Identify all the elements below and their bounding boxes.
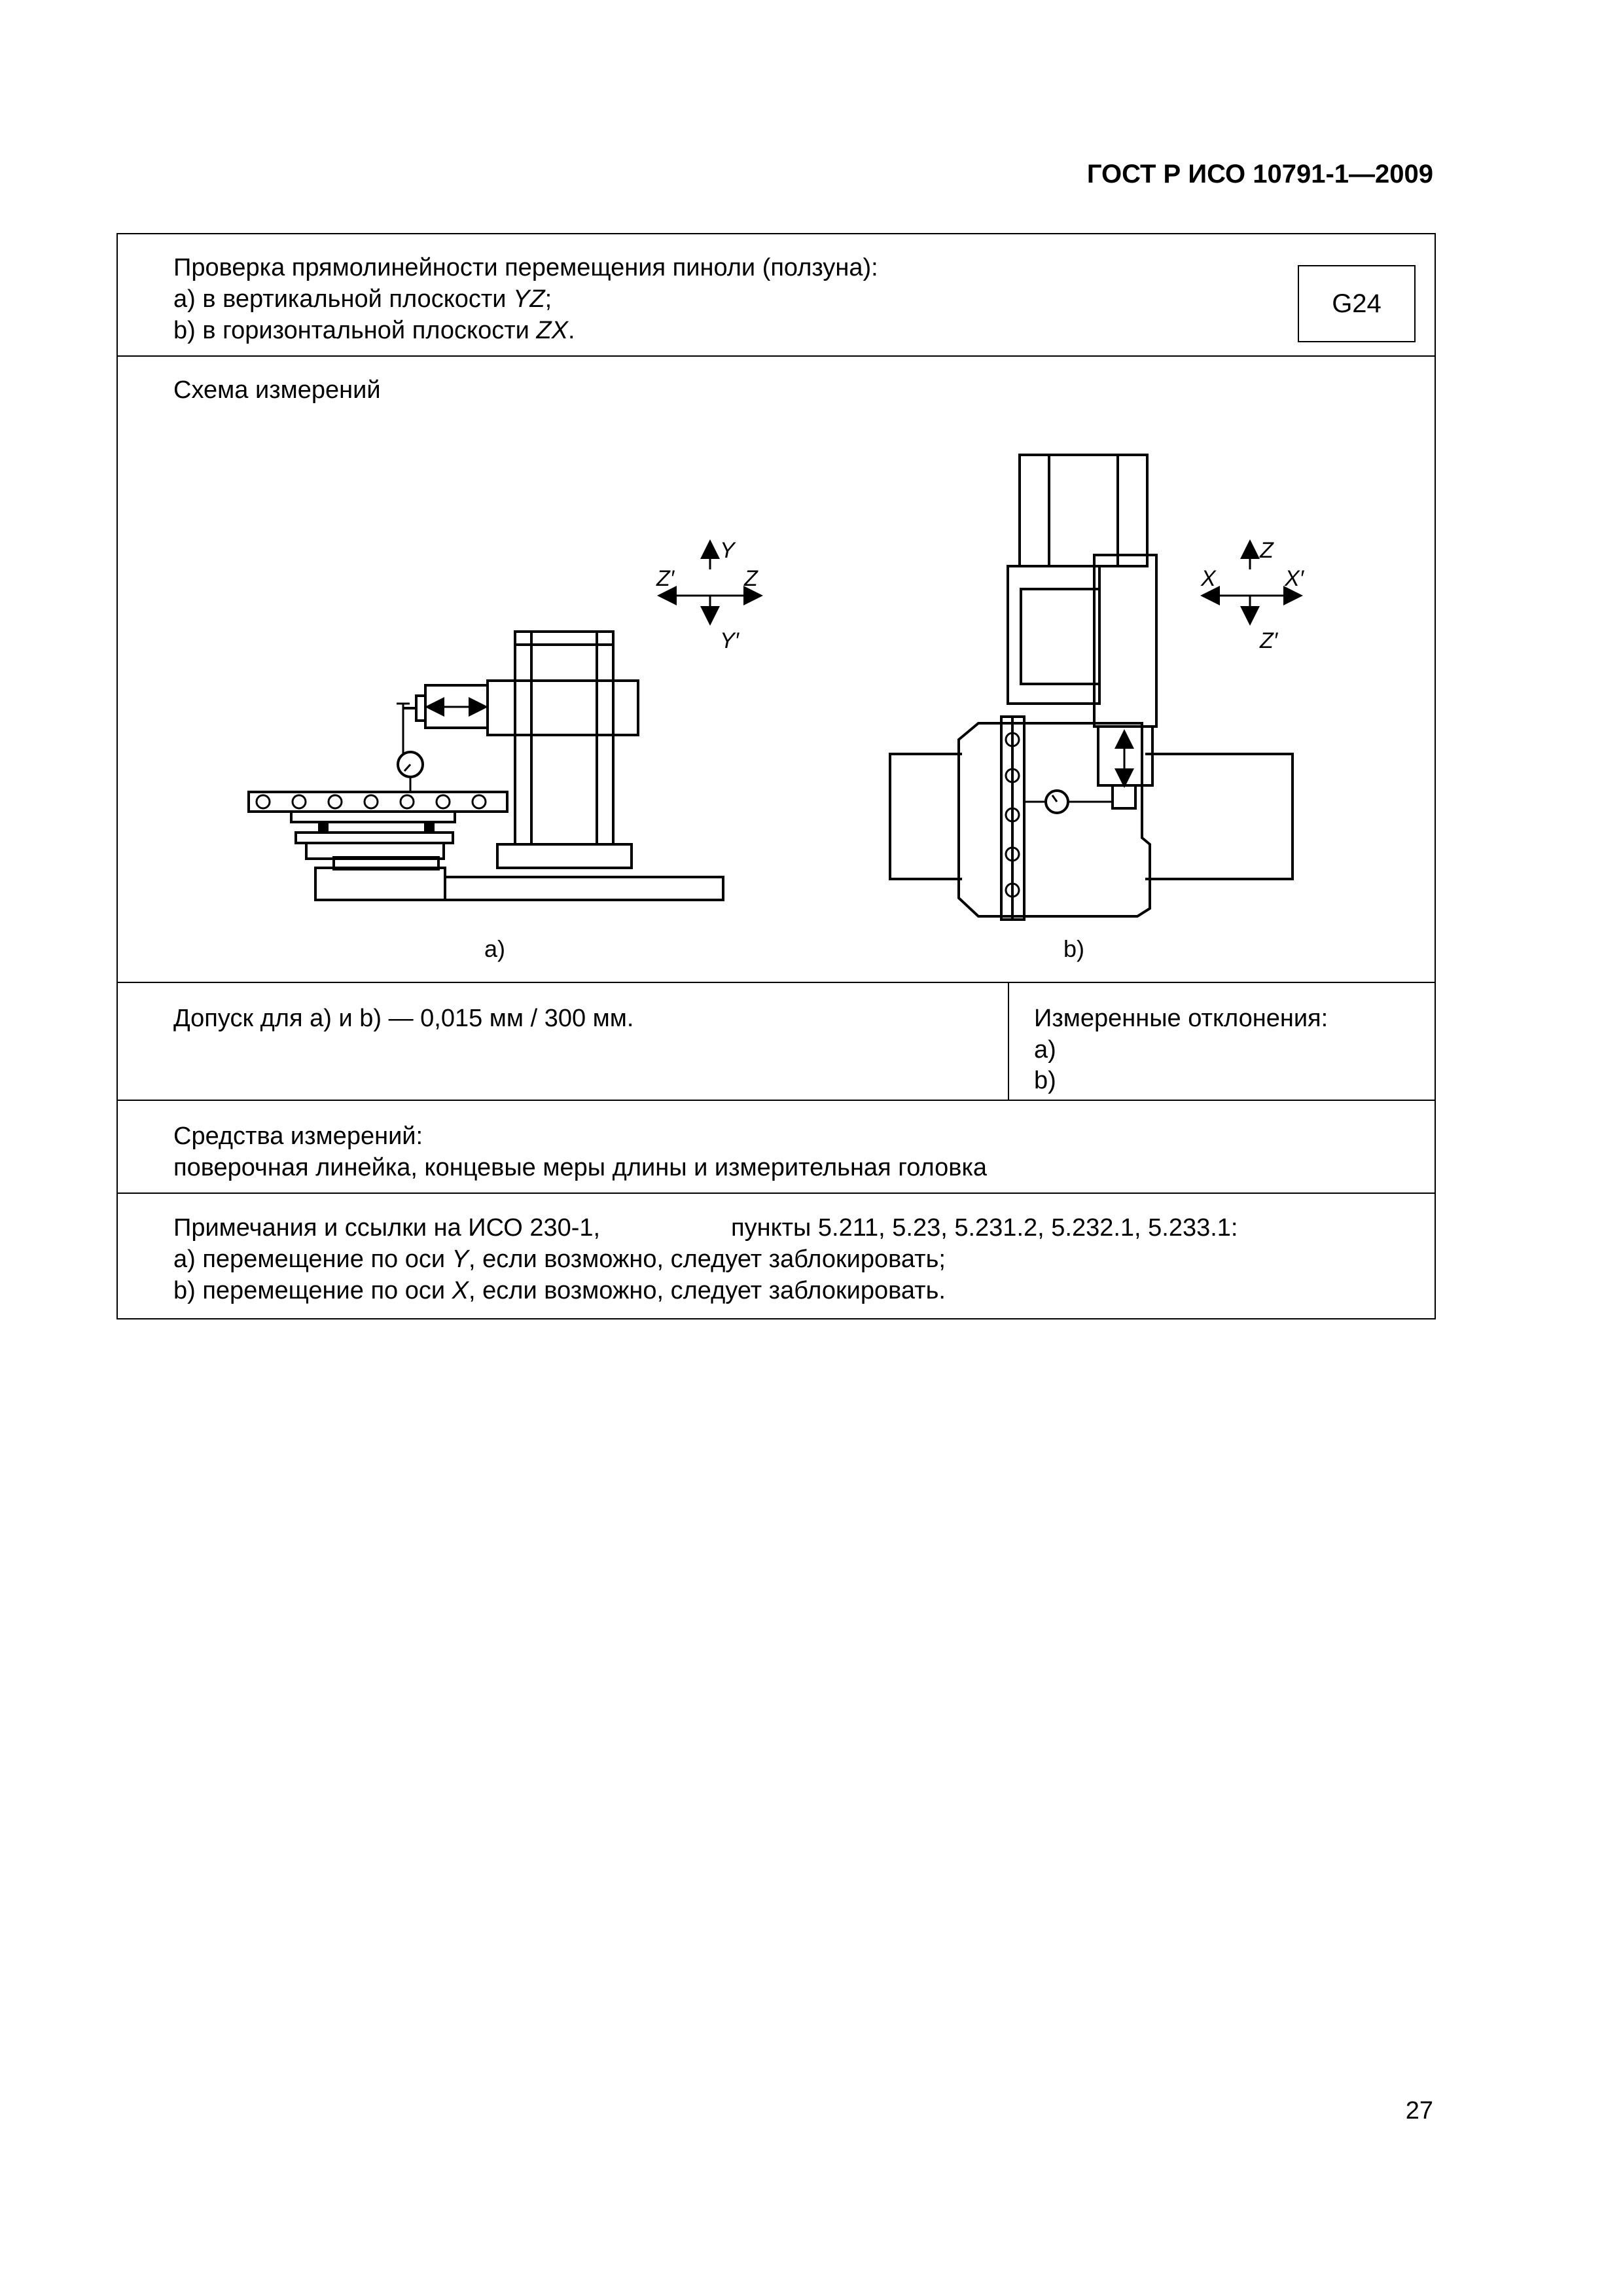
- axis-label-z-b: Z: [1260, 538, 1274, 563]
- row-divider: [116, 1100, 1436, 1101]
- measurement-diagram: [0, 0, 1623, 982]
- axis-label-z-a: Z: [744, 566, 758, 591]
- document-header: ГОСТ Р ИСО 10791-1—2009: [1086, 160, 1433, 188]
- instruments-label: Средства измерений:: [173, 1122, 423, 1150]
- test-item-a: a) в вертикальной плоскости YZ;: [173, 285, 552, 313]
- column-divider: [1008, 982, 1009, 1100]
- axis-label-x-b: X: [1201, 566, 1216, 591]
- instruments-text: поверочная линейка, концевые меры длины и измерительная головка: [173, 1154, 988, 1181]
- diagram-heading: Схема измерений: [173, 376, 381, 404]
- note-a: a) перемещение по оси Y, если возможно, следует заблокировать;: [173, 1246, 946, 1273]
- test-code: G24: [1332, 289, 1382, 318]
- axis-label-y-prime-a: Y′: [720, 628, 740, 653]
- straightedge-b: [1001, 717, 1024, 920]
- worktable-b: [890, 723, 1293, 916]
- dial-indicator-b: [1024, 791, 1113, 813]
- deviations-label: Измеренные отклонения:: [1034, 1005, 1329, 1032]
- note-b: b) перемещение по оси X, если возможно, следует заблокировать.: [173, 1277, 946, 1304]
- deviation-b: b): [1034, 1067, 1056, 1094]
- axis-label-y-a: Y: [720, 538, 735, 563]
- deviation-a: a): [1034, 1036, 1056, 1064]
- dial-indicator-a: [397, 704, 423, 792]
- column-b: [1020, 455, 1147, 566]
- worktable-a: [291, 812, 455, 859]
- row-divider: [116, 1193, 1436, 1194]
- axis-label-z-prime-b: Z′: [1260, 628, 1278, 653]
- row-divider: [116, 982, 1436, 983]
- test-title: Проверка прямолинейности перемещения пиноли (ползуна):: [173, 254, 878, 281]
- tolerance-text: Допуск для a) и b) — 0,015 мм / 300 мм.: [173, 1005, 634, 1032]
- straightedge-a: [249, 792, 507, 812]
- axis-label-x-prime-b: X′: [1285, 566, 1304, 591]
- headstock-b: [1008, 555, 1156, 808]
- notes-reference: Примечания и ссылки на ИСО 230-1,: [173, 1214, 601, 1242]
- page-number: 27: [1405, 2097, 1433, 2125]
- machine-base-a: [315, 857, 723, 900]
- figure-caption-b: b): [1063, 935, 1085, 962]
- notes-points: пункты 5.211, 5.23, 5.231.2, 5.232.1, 5.233.1:: [731, 1214, 1238, 1242]
- test-item-b: b) в горизонтальной плоскости ZX.: [173, 317, 575, 344]
- headstock-a: [416, 681, 638, 735]
- axis-label-z-prime-a: Z′: [656, 566, 675, 591]
- column-a: [497, 632, 632, 868]
- figure-caption-a: a): [484, 935, 506, 962]
